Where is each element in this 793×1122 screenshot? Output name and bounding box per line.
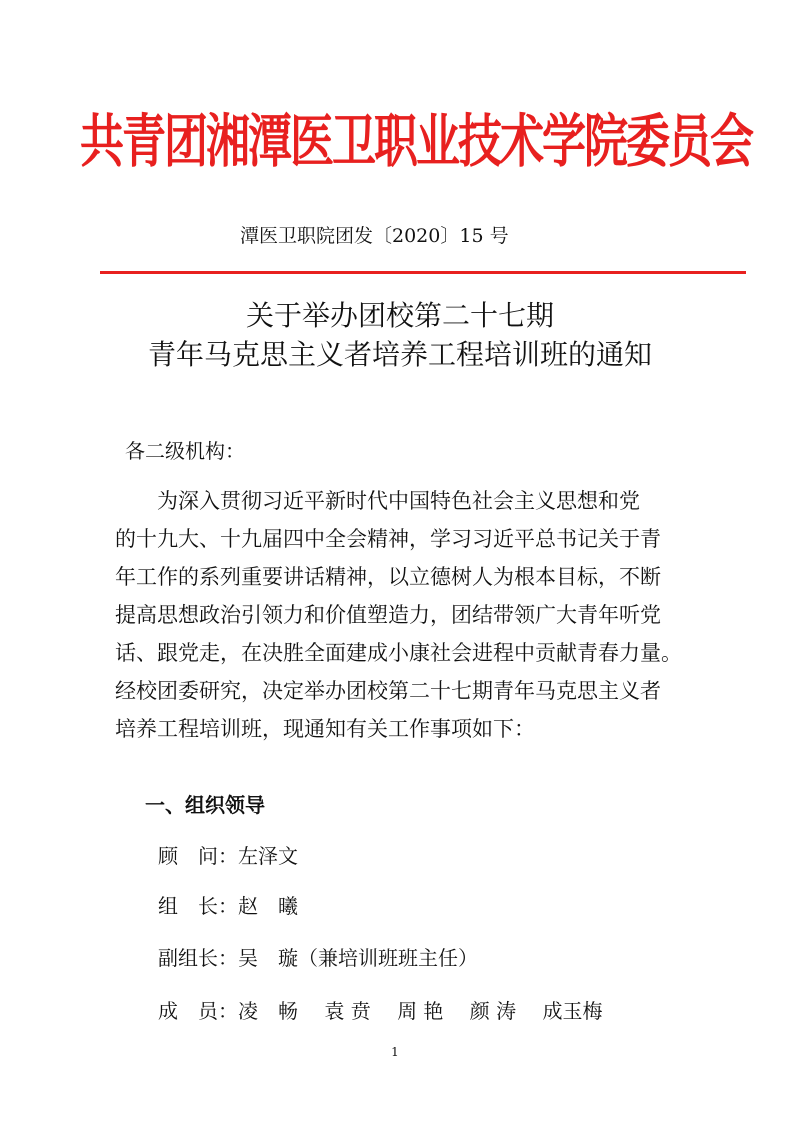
body-line: 年工作的系列重要讲话精神，以立德树人为根本目标，不断 — [115, 565, 661, 589]
role-leader: 组 长：赵 曦 — [158, 894, 298, 918]
body-line: 的十九大、十九届四中全会精神，学习习近平总书记关于青 — [115, 527, 661, 551]
salutation: 各二级机构： — [125, 439, 245, 463]
body-line: 提高思想政治引领力和价值塑造力，团结带领广大青年听党 — [115, 603, 661, 627]
body-line: 经校团委研究，决定举办团校第二十七期青年马克思主义者 — [115, 679, 661, 703]
body-line: 培养工程培训班，现通知有关工作事项如下： — [115, 717, 535, 741]
body-paragraph — [115, 487, 682, 753]
red-separator-line — [100, 271, 746, 274]
section-heading-organization: 一、组织领导 — [145, 793, 265, 817]
body-line: 话、跟党走，在决胜全面建成小康社会进程中贡献青春力量。 — [115, 641, 682, 665]
notice-title-line-1: 关于举办团校第二十七期 — [245, 299, 554, 332]
notice-title — [80, 296, 720, 374]
issuer-red-header: 共青团湘潭医卫职业技术学院委员会 — [80, 109, 752, 176]
document-number: 潭医卫职院团发〔2020〕15 号 — [240, 225, 509, 247]
role-advisor: 顾 问：左泽文 — [158, 844, 298, 868]
role-deputy-leader: 副组长：吴 璇（兼培训班班主任） — [158, 946, 478, 970]
page-number: 1 — [391, 1045, 399, 1059]
role-members: 成 员：凌 畅 袁 贲 周 艳 颜 涛 成玉梅 — [158, 999, 603, 1023]
body-line: 为深入贯彻习近平新时代中国特色社会主义思想和党 — [157, 489, 640, 513]
notice-title-line-2: 青年马克思主义者培养工程培训班的通知 — [147, 338, 652, 371]
